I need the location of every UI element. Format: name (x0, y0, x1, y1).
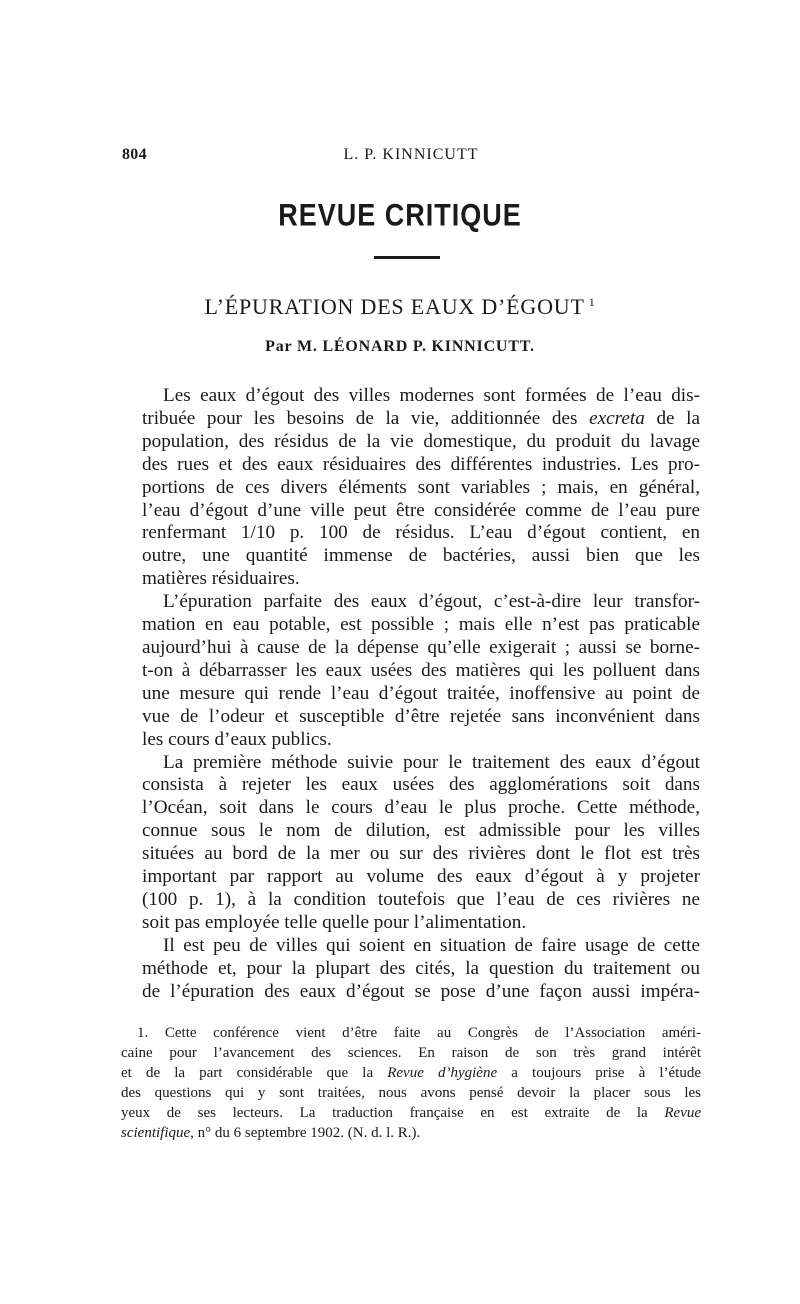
paragraph-3 (121, 752, 700, 935)
text-line: connue sous le nom de dilution, est admissible pour les villes (142, 820, 700, 842)
footnote-marker: 1 (588, 295, 596, 309)
text-line: Il est peu de villes qui soient en situation de faire usage de cette (163, 934, 700, 956)
footnote-line: caine pour l’avancement des sciences. En raison de son très grand intérêt (121, 1045, 701, 1061)
article-body (121, 385, 700, 1003)
text-fragment: et de la part considérable que la (121, 1065, 374, 1081)
text-line: l’Océan, soit dans le cours d’eau le plus proche. Cette méthode, (142, 797, 700, 819)
text-line: situées au bord de la mer ou sur des rivières dont le flot est très (142, 843, 700, 865)
text-line (121, 408, 700, 431)
text-fragment: , n° du 6 septembre 1902. (N. d. l. R.). (190, 1125, 421, 1141)
text-line: population, des résidus de la vie domestique, du produit du lavage (142, 430, 700, 452)
text-line: outre, une quantité immense de bactéries, aussi bien que les (142, 545, 700, 567)
footnote-line: des questions qui y sont traitées, nous avons pensé devoir la placer sous les (121, 1085, 701, 1101)
section-heading: REVUE CRITIQUE (278, 197, 522, 233)
footnote-line: 1. Cette conférence vient d’être faite au Congrès de l’Association améri- (137, 1025, 701, 1041)
text-line: de l’épuration des eaux d’égout se pose d’une façon aussi impéra- (142, 980, 700, 1002)
heading-rule (374, 256, 440, 259)
paragraph-4 (121, 935, 700, 1004)
paragraph-1 (121, 385, 700, 591)
text-fragment: de la (656, 407, 701, 429)
article-title-text: L’ÉPURATION DES EAUX D’ÉGOUT (204, 294, 585, 319)
text-line: portions de ces divers éléments sont variables ; mais, en général, (142, 476, 700, 498)
article-title (0, 294, 800, 320)
running-head (122, 146, 700, 168)
text-line: consista à rejeter les eaux usées des agglomérations soit dans (142, 774, 700, 796)
footnote-line (121, 1123, 701, 1143)
byline: Par M. LÉONARD P. KINNICUTT. (265, 338, 535, 355)
text-line: des rues et des eaux résiduaires des différentes industries. Les pro- (142, 453, 700, 475)
text-line: important par rapport au volume des eaux d’égout à y projeter (142, 866, 700, 888)
text-line: (100 p. 1), à la condition toutefois que l’eau de ces rivières ne (142, 888, 700, 910)
italic-term: excreta (589, 407, 645, 429)
text-line: méthode et, pour la plupart des cités, la question du traitement ou (142, 957, 700, 979)
text-line: La première méthode suivie pour le traitement des eaux d’égout (163, 751, 700, 773)
text-line: une mesure qui rende l’eau d’égout traitée, inoffensive au point de (142, 682, 700, 704)
text-line: renfermant 1/10 p. 100 de résidus. L’eau d’égout contient, en (142, 522, 700, 544)
text-line: mation en eau potable, est possible ; mais elle n’est pas praticable (142, 614, 700, 636)
italic-title: scientifique (121, 1125, 191, 1141)
text-line: vue de l’odeur et susceptible d’être rejetée sans inconvénient dans (142, 705, 700, 727)
italic-title: Revue (664, 1105, 702, 1121)
text-line: matières résiduaires. (142, 568, 300, 590)
text-line: aujourd’hui à cause de la dépense qu’elle exigerait ; aussi se borne- (142, 636, 700, 658)
text-line: les cours d’eaux publics. (142, 728, 332, 750)
paragraph-2 (121, 591, 700, 751)
footnote (121, 1023, 701, 1143)
text-fragment: yeux de ses lecteurs. La traduction française en est extraite de la (121, 1105, 648, 1121)
page-number: 804 (122, 146, 147, 163)
text-fragment: tribuée pour les besoins de la vie, additionnée des (142, 407, 578, 429)
text-line: L’épuration parfaite des eaux d’égout, c’est-à-dire leur transfor- (163, 591, 700, 613)
running-title: L. P. KINNICUTT (343, 146, 479, 163)
footnote-line (121, 1063, 701, 1083)
text-line: soit pas employée telle quelle pour l’alimentation. (142, 911, 527, 933)
text-fragment: a toujours prise à l’étude (511, 1065, 701, 1081)
text-line: l’eau d’égout d’une ville peut être considérée comme de l’eau pure (142, 499, 700, 521)
text-line: Les eaux d’égout des villes modernes sont formées de l’eau dis- (163, 385, 700, 406)
text-line: t-on à débarrasser les eaux usées des matières qui les polluent dans (142, 659, 700, 681)
italic-title: Revue d’hygiène (387, 1065, 498, 1081)
footnote-line (121, 1103, 701, 1123)
